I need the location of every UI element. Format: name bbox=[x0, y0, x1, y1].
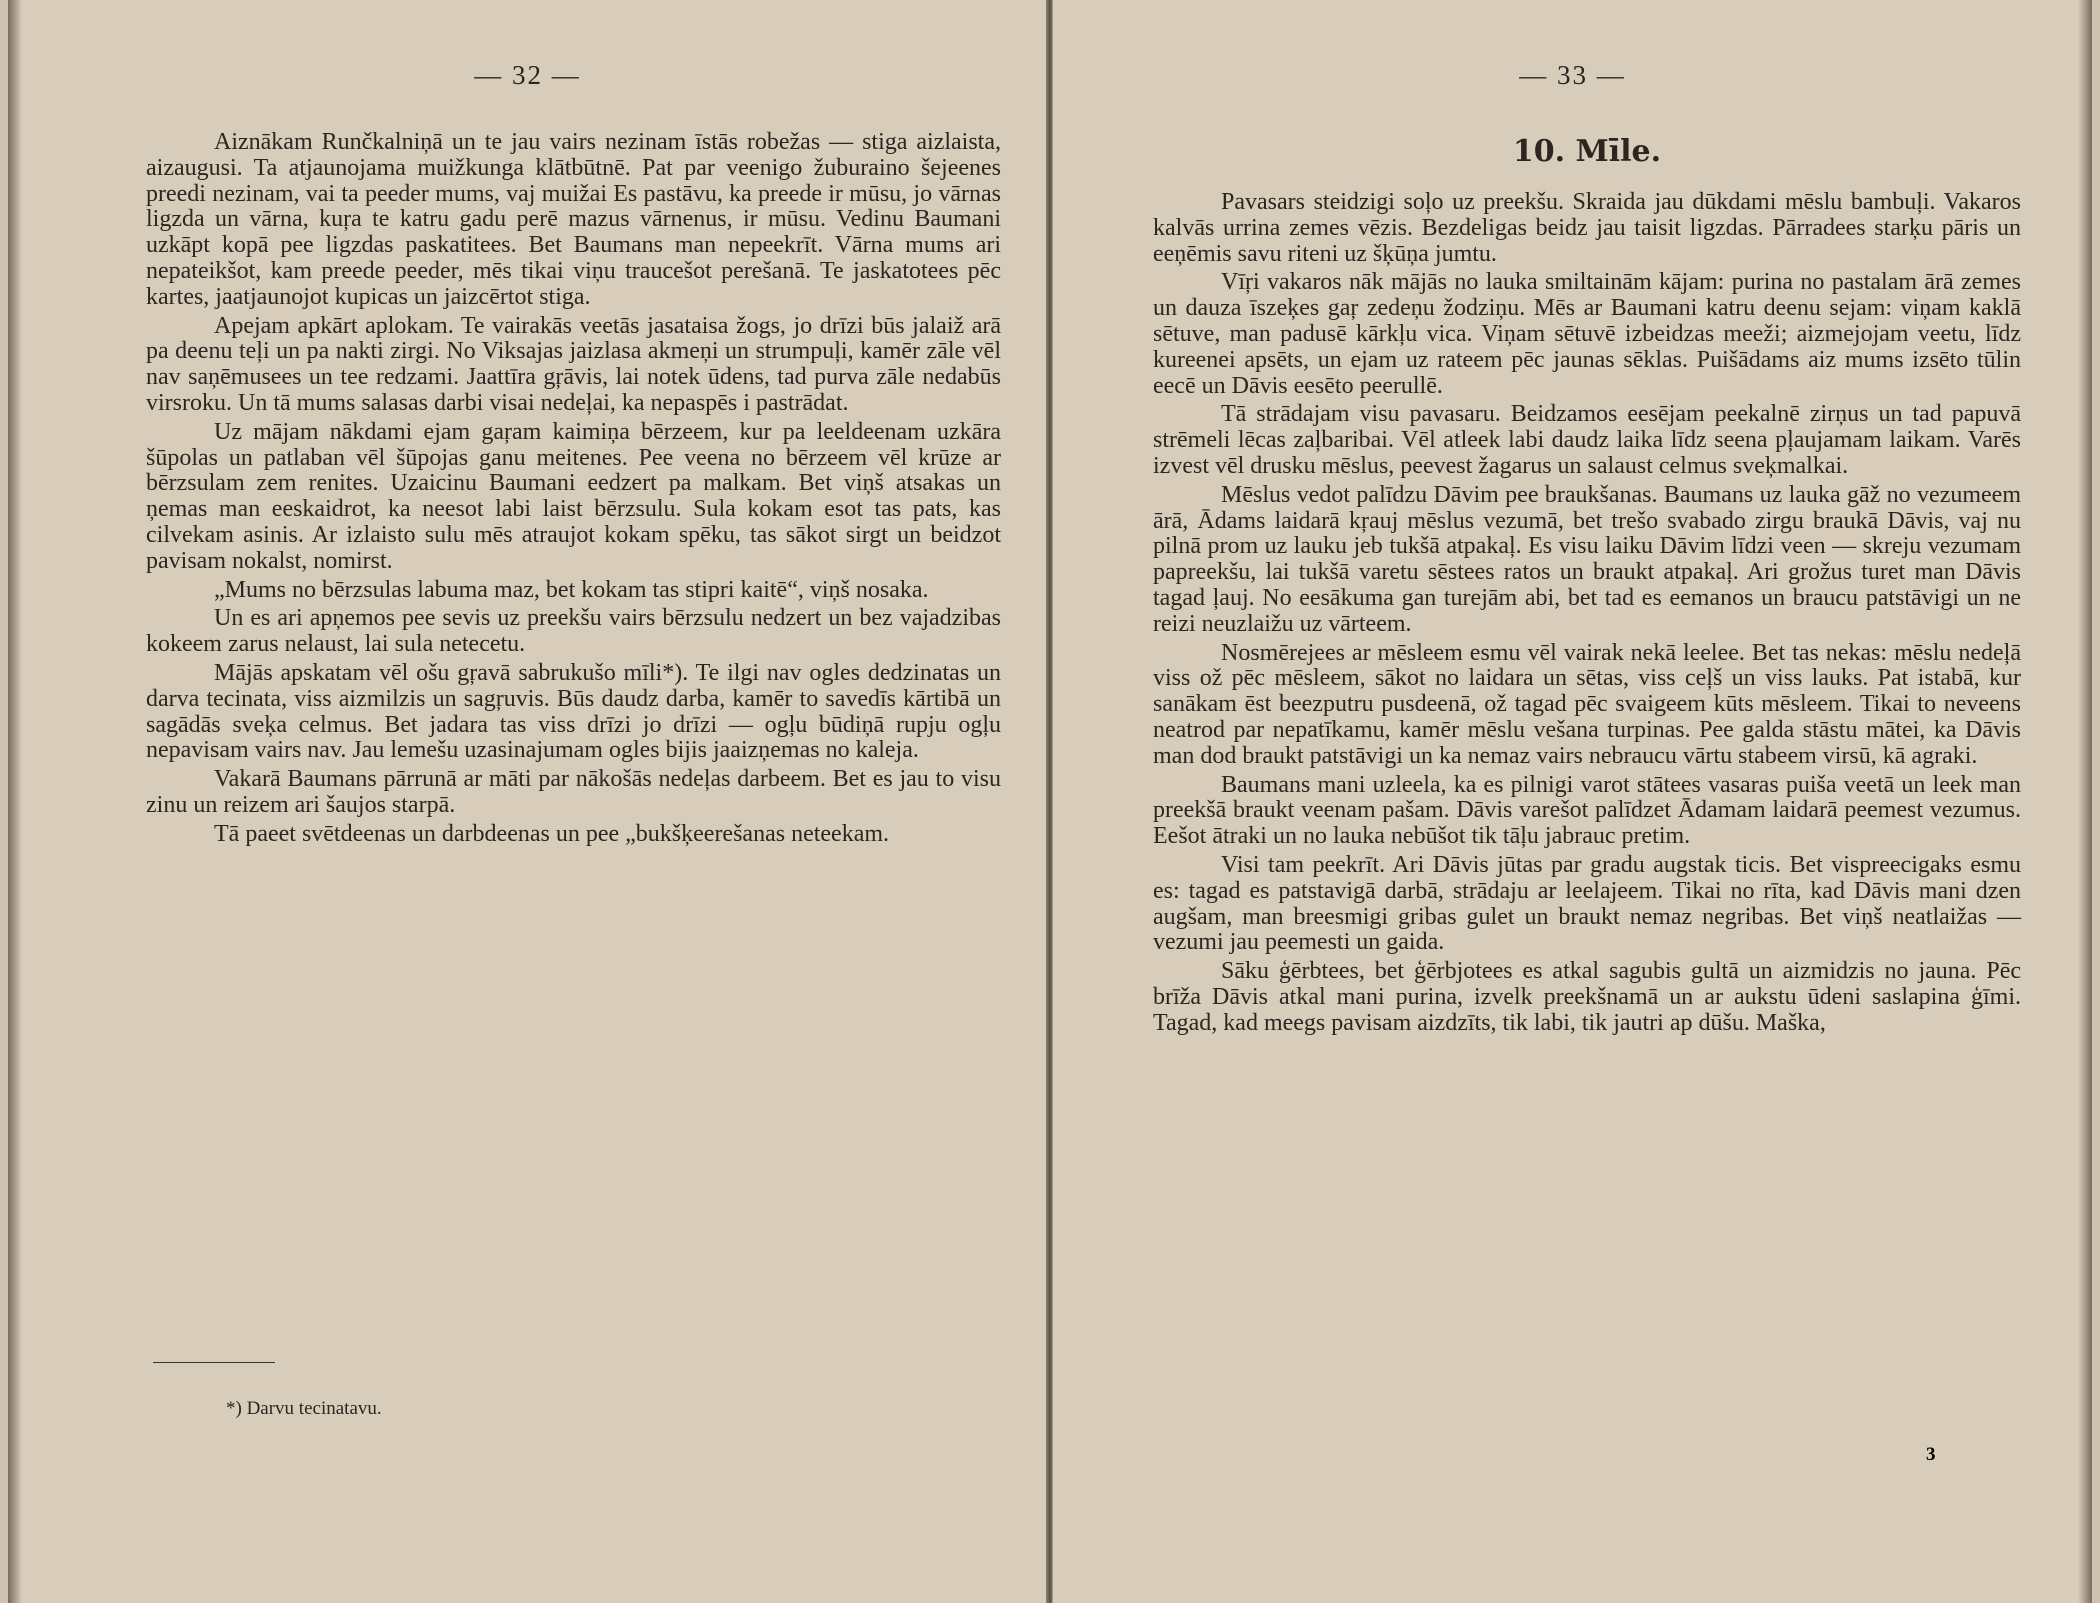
paragraph: Baumans mani uzleela, ka es pilnigi varot stātees vasaras puiša veetā un leek man preekšā braukt veenam pašam. Dāvis varešot palīdzet Ādamam laidarā peemest vezumus. Eešot ātraki un no lauka nebūšot tik tāļu jabrauc pretim. bbox=[1153, 771, 2021, 850]
paragraph: Aiznākam Runčkalniņā un te jau vairs nezinam īstās robežas — stiga aizlaista, aizaugusi. Ta atjaunojama muižkunga klātbūtnē. Pat par veenigo žuburaino šejeenes preedi nezinam, vai ta peeder mums, vaj muižai Es pastāvu, ka preede ir mūsu, jo vārnas ligzda un vārna, kuŗa te katru gadu perē mazus vārnenus, ir mūsu. Vedinu Baumani uzkāpt kopā pee ligzdas paskatitees. Bet Baumans man nepeekrīt. Vārna mums ari nepateikšot, kam preede peeder, mēs tikai viņu traucešot perešanā. Te jaskatotees pēc kartes, jaatjaunojot kupicas un jaizcērtot stiga. bbox=[146, 129, 1001, 310]
paragraph: Tā strādajam visu pavasaru. Beidzamos eesējam peekalnē zirņus un tad papuvā strēmeli lēcas zaļbaribai. Vēl atleek labi daudz laika līdz seena pļaujamam laikam. Varēs izvest vēl drusku mēslus, peevest žagarus un salaust celmus sveķmalkai. bbox=[1153, 401, 2021, 479]
right-page-text bbox=[1153, 190, 2021, 1040]
page-number-left: — 32 — bbox=[474, 60, 581, 90]
chapter-title: 10. Mīle. bbox=[1512, 134, 1662, 169]
paragraph: Mēslus vedot palīdzu Dāvim pee braukšanas. Baumans uz lauka gāž no vezumeem ārā, Ādams laidarā kŗauj mēslus vezumā, bet trešo svabado zirgu braukā Dāvis, vaj nu pilnā prom uz lauku jeb tukšā atpakaļ. Es visu laiku Dāvim līdzi veen — skreju vezumam papreekšu, lai tukšā varetu sēstees ratos un braukt atpakaļ. Ari grožus turet man Dāvis tagad ļauj. No eesākuma gan turejām abi, bet tad es eemanos un braucu patstāvigi un ne reizi neuzlaižu uz vārteem. bbox=[1153, 481, 2021, 637]
paragraph: Uz mājam nākdami ejam gaŗam kaimiņa bērzeem, kur pa leeldeenam uzkāra šūpolas un patlaban vēl šūpojas ganu meitenes. Pee veena no bērzeem vēl krūze ar bērzsulam zem renites. Uzaicinu Baumani eedzert pa malkam. Bet viņš atsakas un ņemas man eeskaidrot, ka neesot labi laist bērzsulu. Sula kokam esot tas pats, kas cilvekam asinis. Ar izlaisto sulu mēs atraujot kokam spēku, tas sākot sirgt un beidzot pavisam nokalst, nomirst. bbox=[146, 418, 1001, 574]
paragraph: Mājās apskatam vēl ošu gŗavā sabrukušo mīli*). Te ilgi nav ogles dedzinatas un darva tecinata, viss aizmilzis un sagŗuvis. Būs daudz darba, kamēr to savedīs kārtibā un sagādās sveķa celmus. Bet jadara tas viss drīzi jo drīzi — ogļu būdiņā rupju ogļu nepavisam vairs nav. Jau lemešu uzasinajumam ogles bijis jaaizņemas no kaleja. bbox=[146, 659, 1001, 764]
paragraph: Sāku ģērbtees, bet ģērbjotees es atkal sagubis gultā un aizmidzis no jauna. Pēc brīža Dāvis atkal mani purina, izvelk preekšnamā un ar aukstu ūdeni saslapina ģīmi. Tagad, kad meegs pavisam aizdzīts, tik labi, tik jautri ap dūšu. Maška, bbox=[1153, 958, 2021, 1036]
paragraph: Vīŗi vakaros nāk mājās no lauka smiltainām kājam: purina no pastalam ārā zemes un dauza īszeķes gaŗ zedeņu žodziņu. Mēs ar Baumani katru deenu sejam: viņam kaklā sētuve, man padusē kārkļu vica. Viņam sētuvē izbeidzas meeži; aizmejojam veetu, līdz kureenei apsēts, un ejam uz rateem pēc jaunas sēklas. Puišādams aiz mums izsēto tūlin eecē un Dāvis eesēto peerullē. bbox=[1153, 269, 2021, 399]
paragraph: Tā paeet svētdeenas un darbdeenas un pee „bukšķeerešanas neteekam. bbox=[214, 820, 890, 847]
paragraph: Visi tam peekrīt. Ari Dāvis jūtas par gradu augstak ticis. Bet vispreecigaks esmu es: tagad es patstavigā darbā, strādaju ar leelajeem. Tikai no rīta, kad Dāvis mani dzen augšam, man breesmigi gribas gulet un braukt nemaz negribas. Bet viņš neatlaižas — vezumi jau peemesti un gaida. bbox=[1153, 851, 2021, 956]
signature-mark: 3 bbox=[1926, 1444, 1936, 1465]
page-number-right: — 33 — bbox=[1519, 60, 1626, 90]
left-page bbox=[8, 0, 1048, 1603]
paragraph: Apejam apkārt aplokam. Te vairakās veetās jasataisa žogs, jo drīzi būs jalaiž arā pa deenu teļi un pa nakti zirgi. No Viksajas jaizlasa akmeņi un strumpuļi, kamēr zāle vēl nav saņēmusees un tee redzami. Jaattīra gŗāvis, lai notek ūdens, tad purva zāle nedabūs virsroku. Un tā mums salasas darbi visai nedeļai, ka nepaspēs i pastrādat. bbox=[146, 312, 1001, 416]
paragraph: Nosmērejees ar mēsleem esmu vēl vairak nekā leelee. Bet tas nekas: mēslu nedeļā viss ož pēc mēsleem, sākot no laidara un sētas, viss ceļš un viss lauks. Pat istabā, kur sanākam ēst beezputru pusdeenā, ož tagad pēc svaigeem kūts mēsleem. Tikai to neveens neatrod par nepatīkamu, kamēr mēslu vešana turpinas. Pee galda stāstu mātei, ka Dāvis man dod braukt patstāvigi un ka nemaz vairs nebraucu vārtu stabeem virsū, kā agraki. bbox=[1153, 639, 2021, 769]
left-page-text bbox=[146, 130, 1001, 851]
paragraph: Pavasars steidzigi soļo uz preekšu. Skraida jau dūkdami mēslu bambuļi. Vakaros kalvās urrina zemes vēzis. Bezdeligas beidz jau taisit ligzdas. Pārradees starķu pāris un eeņēmis savu riteni uz šķūņa jumtu. bbox=[1153, 189, 2021, 267]
paragraph: Un es ari apņemos pee sevis uz preekšu vairs bērzsulu nedzert un bez vajadzibas kokeem zarus nelaust, lai sula netecetu. bbox=[146, 605, 1001, 658]
paragraph: „Mums no bērzsulas labuma maz, bet kokam tas stipri kaitē“, viņš nosaka. bbox=[214, 576, 929, 603]
footnote-rule bbox=[153, 1362, 275, 1363]
paragraph: Vakarā Baumans pārrunā ar māti par nākošās nedeļas darbeem. Bet es jau to visu zinu un reizem ari šaujos starpā. bbox=[146, 766, 1001, 818]
right-page bbox=[1052, 0, 2092, 1603]
footnote: *) Darvu tecinatavu. bbox=[226, 1398, 382, 1419]
